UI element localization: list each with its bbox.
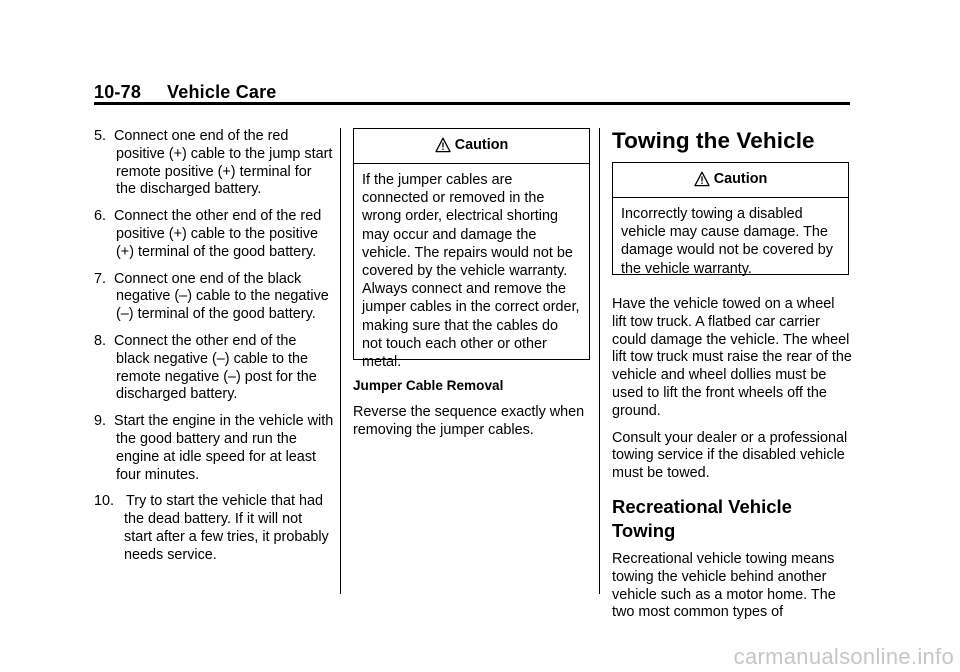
- step-number: 7.: [94, 270, 107, 287]
- header-rule: [94, 102, 850, 105]
- caution-header: [354, 129, 589, 164]
- caution-label: Caution: [713, 171, 768, 188]
- caution-text: Incorrectly towing a disabled vehicle may cause damage. The damage would not be covered by the vehicle warranty.: [621, 206, 834, 277]
- section-heading: Towing the Vehicle: [612, 128, 815, 153]
- step-item: [94, 128, 334, 199]
- step-number: 8.: [94, 332, 107, 349]
- step-text: Try to start the vehicle that had the dead battery. If it will not start after a few tries, it probably needs service.: [124, 493, 329, 563]
- body-paragraph: Reverse the sequence exactly when removing the jumper cables.: [353, 403, 585, 438]
- jump-start-steps: [94, 128, 334, 565]
- step-item: [94, 413, 334, 484]
- watermark: carmanualsonline.info: [733, 644, 954, 669]
- step-item: [94, 333, 334, 404]
- column-2: [353, 128, 593, 448]
- caution-box: [353, 128, 590, 371]
- step-number: 6.: [94, 208, 107, 225]
- column-divider: [599, 128, 600, 594]
- step-text: Connect one end of the red positive (+) cable to the jump start remote positive (+) terminal for the discharged battery.: [114, 128, 333, 198]
- body-paragraph: Recreational vehicle towing means towing the vehicle behind another vehicle such as a motor home. The two most common types of: [612, 550, 836, 621]
- caution-box: [612, 162, 849, 275]
- step-text: Connect the other end of the red positive (+) cable to the positive (+) terminal of the good battery.: [114, 208, 322, 260]
- page-number: 10-78: [94, 82, 142, 102]
- jumper-cable-removal-heading: Jumper Cable Removal: [353, 378, 504, 393]
- step-text: Connect the other end of the black negative (–) cable to the remote negative (–) post for the discharged battery.: [114, 332, 317, 403]
- column-3: [612, 128, 852, 631]
- caution-header: [613, 163, 848, 198]
- caution-text: If the jumper cables are connected or removed in the wrong order, electrical shorting may occur and damage the vehicle. The repairs would not be covered by the vehicle warranty. Always connect and remove the jumper cables in the correct order, making sure that the cables do not touch each other or other metal.: [362, 172, 580, 371]
- step-item: [94, 208, 334, 261]
- section-title: Vehicle Care: [167, 82, 277, 102]
- body-paragraph: Consult your dealer or a professional towing service if the disabled vehicle must be towed.: [612, 429, 848, 482]
- page-header: [94, 82, 277, 103]
- step-text: Connect one end of the black negative (–) cable to the negative (–) terminal of the good battery.: [114, 270, 329, 323]
- caution-label: Caution: [454, 137, 509, 154]
- step-number: 9.: [94, 413, 107, 430]
- step-text: Start the engine in the vehicle with the good battery and run the engine at idle speed for at least four minutes.: [114, 413, 334, 483]
- warning-triangle-icon: [694, 171, 710, 187]
- step-number: 5.: [94, 128, 107, 144]
- warning-triangle-icon: [435, 137, 451, 153]
- step-item: [94, 271, 334, 324]
- column-1: [94, 128, 334, 574]
- body-paragraph: Have the vehicle towed on a wheel lift tow truck. A flatbed car carrier could damage the vehicle. The wheel lift tow truck must raise the rear of the vehicle and wheel dollies must be used to lift the front wheels off the ground.: [612, 296, 852, 419]
- step-item: [94, 493, 334, 564]
- column-divider: [340, 128, 341, 594]
- subsection-heading: Recreational Vehicle Towing: [612, 495, 792, 541]
- step-number: 10.: [94, 493, 115, 510]
